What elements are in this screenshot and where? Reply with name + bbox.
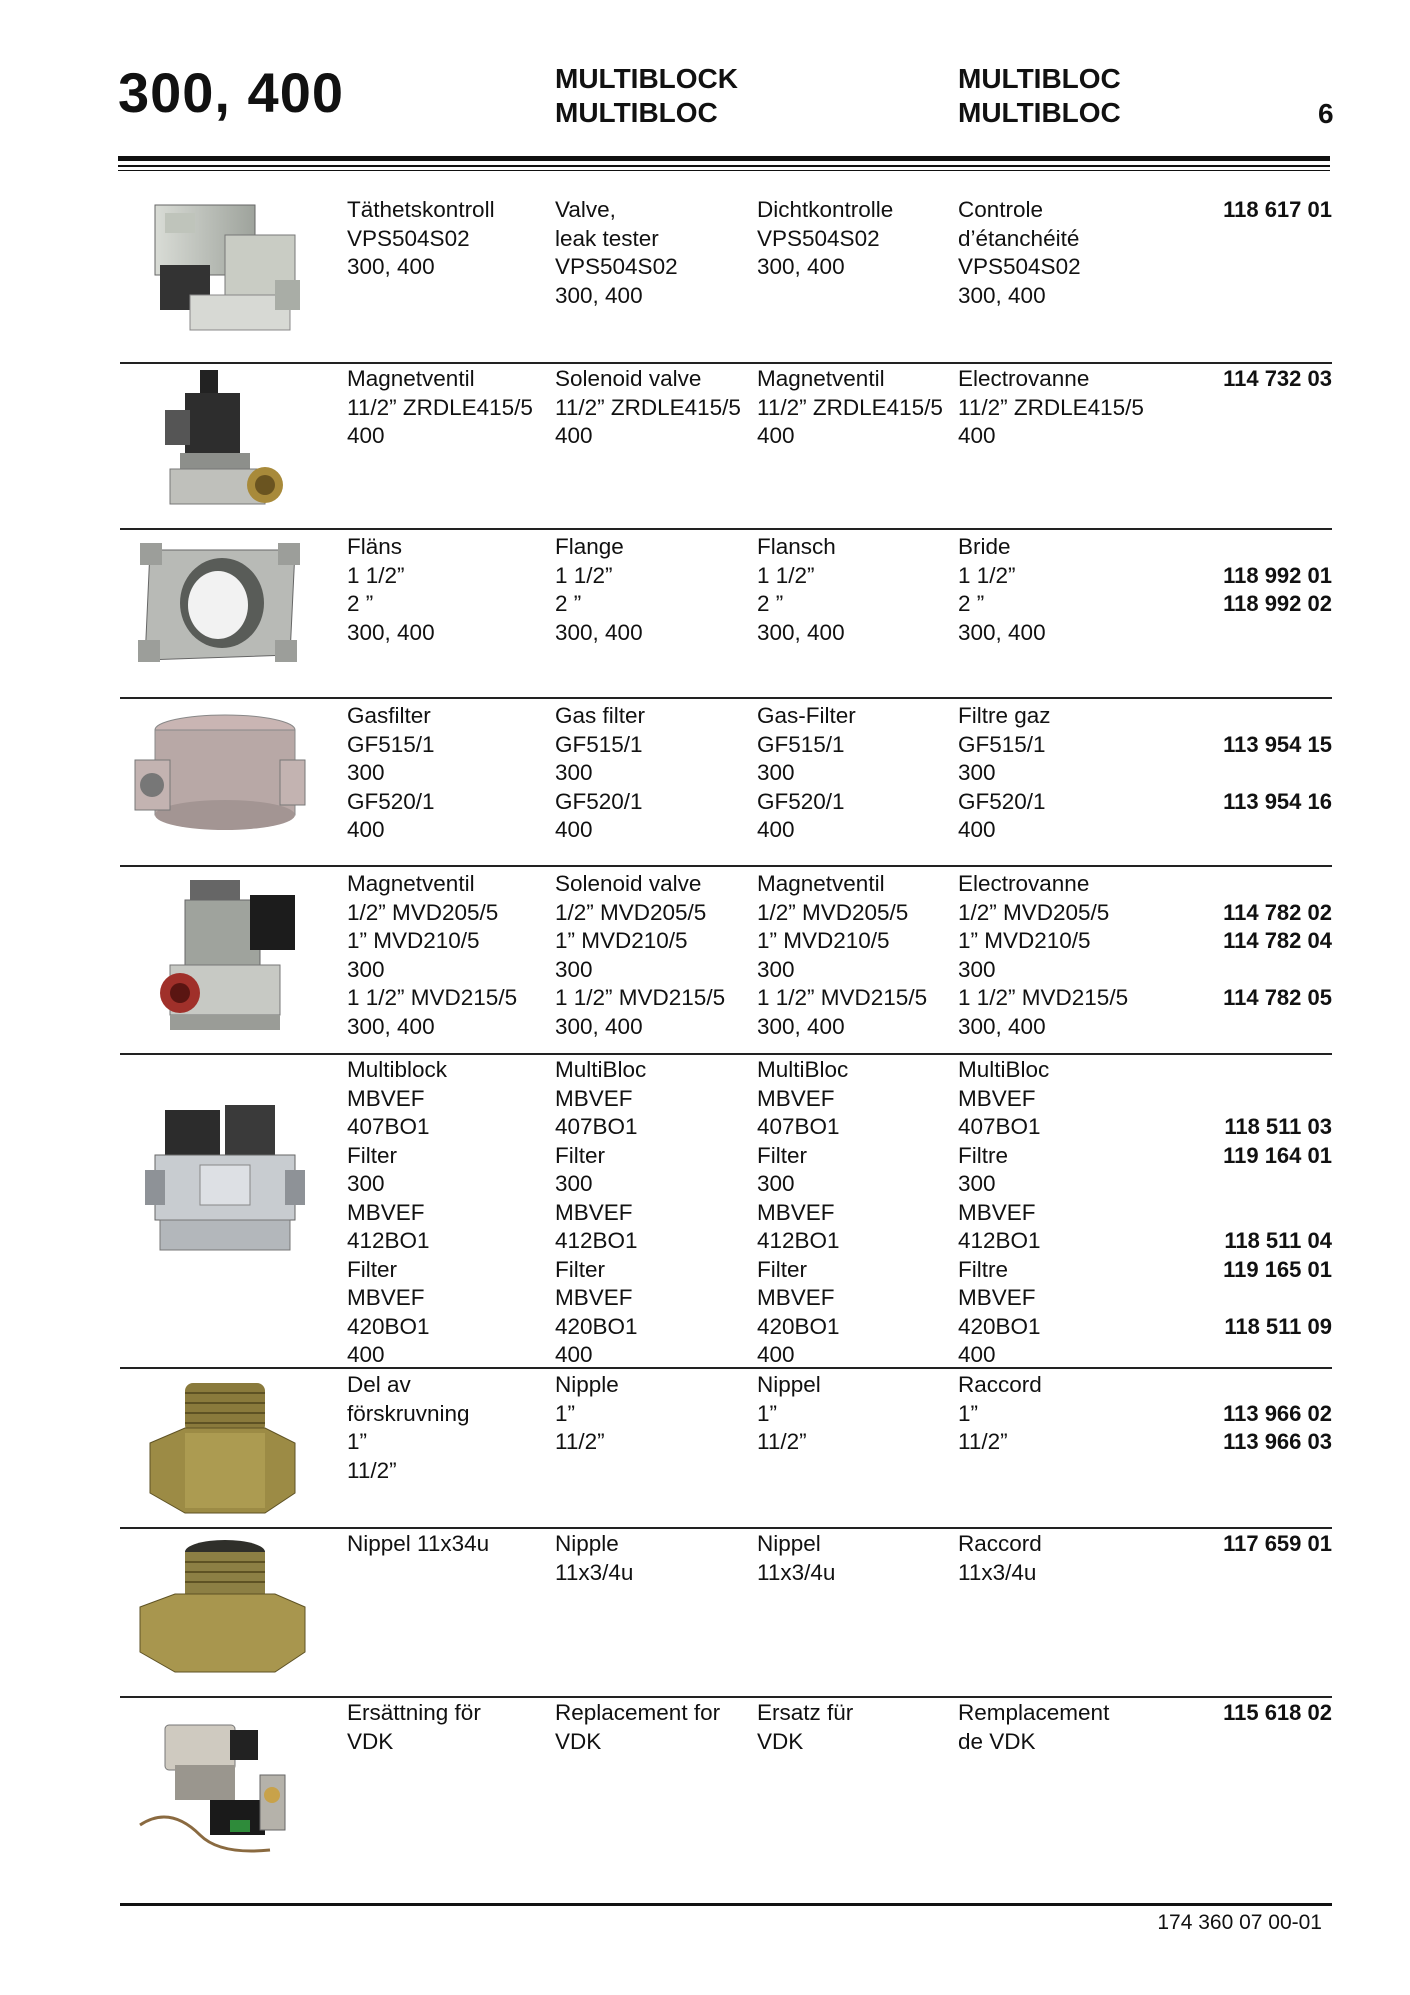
desc-line: 400 (555, 1342, 593, 1367)
article-number: 119 164 01 (1223, 1142, 1332, 1168)
desc-line: GF520/1 (757, 788, 845, 814)
desc-line: Ersatz für (757, 1700, 854, 1725)
desc-line: 400 (757, 423, 795, 448)
desc-line: MBVEF (757, 1285, 835, 1310)
desc-line: Replacement for (555, 1700, 721, 1725)
row-divider (120, 1367, 1332, 1369)
desc-line: MBVEF (958, 1199, 1036, 1225)
desc-fr (958, 870, 1128, 1041)
desc-line: 2 ” (757, 591, 784, 616)
desc-line: 1/2” MVD205/5 (555, 899, 707, 925)
desc-line: Nippel (757, 1531, 821, 1556)
desc-line: 420BO1 (958, 1313, 1041, 1339)
desc-line: 400 (347, 423, 385, 448)
desc-line: VPS504S02 (958, 254, 1081, 279)
desc-fr (958, 1056, 1049, 1370)
header-rule-thick (118, 156, 1330, 161)
desc-line: 1” MVD210/5 (757, 928, 890, 953)
desc-line: 11/2” ZRDLE415/5 (555, 394, 741, 420)
row-divider (120, 697, 1332, 699)
desc-line: 2 ” (958, 591, 985, 616)
desc-line: 300 (347, 1171, 385, 1196)
desc-en (555, 1530, 633, 1587)
desc-line: 300 (555, 760, 593, 785)
desc-line: 400 (347, 1342, 385, 1367)
desc-line: Solenoid valve (555, 871, 702, 896)
title-sv: MULTIBLOCK (555, 63, 738, 94)
desc-line: 420BO1 (347, 1313, 430, 1339)
desc-line: Solenoid valve (555, 366, 702, 391)
desc-line: 400 (757, 817, 795, 842)
article-number: 113 966 03 (1223, 1429, 1332, 1454)
desc-line: 400 (757, 1342, 795, 1367)
desc-line: 11/2” ZRDLE415/5 (958, 394, 1144, 420)
desc-en (555, 1699, 720, 1756)
desc-fr (958, 702, 1051, 845)
desc-line: 300 (347, 760, 385, 785)
desc-line: 1” (757, 1400, 778, 1426)
desc-line: 1 1/2” (555, 562, 613, 588)
desc-line: 1” MVD210/5 (347, 928, 480, 953)
desc-de (757, 1056, 848, 1370)
desc-de (757, 196, 893, 282)
desc-line: Filter (347, 1142, 397, 1168)
desc-en (555, 196, 678, 310)
desc-line: MBVEF (347, 1085, 425, 1111)
desc-line: MBVEF (757, 1085, 835, 1111)
article-number: 114 782 04 (1223, 928, 1332, 953)
desc-line: Magnetventil (347, 366, 475, 391)
desc-line: Flansch (757, 534, 836, 559)
article-number: 113 966 02 (1223, 1400, 1332, 1426)
desc-en (555, 365, 741, 451)
article-number: 118 992 01 (1223, 562, 1332, 588)
row-divider (120, 528, 1332, 530)
desc-line: 412BO1 (555, 1228, 638, 1253)
desc-line: Filter (347, 1256, 397, 1282)
desc-line: förskruvning (347, 1400, 470, 1426)
desc-line: 1/2” MVD205/5 (958, 899, 1110, 925)
desc-line: 11/2” (555, 1429, 605, 1454)
desc-line: Gasfilter (347, 703, 431, 728)
desc-line: MBVEF (958, 1085, 1036, 1111)
document-number: 174 360 07 00-01 (1157, 1911, 1322, 1934)
desc-line: 300, 400 (958, 282, 1046, 308)
desc-line: VDK (347, 1728, 394, 1754)
desc-line: Magnetventil (347, 871, 475, 896)
desc-line: Filtre (958, 1142, 1008, 1168)
desc-line: 420BO1 (757, 1313, 840, 1339)
desc-line: GF515/1 (757, 731, 845, 757)
desc-line: GF520/1 (347, 788, 435, 814)
nipple-photo (130, 1532, 310, 1692)
article-number: 118 511 03 (1224, 1114, 1332, 1139)
desc-en (555, 1056, 646, 1370)
desc-line: Multiblock (347, 1057, 448, 1082)
desc-line: MBVEF (555, 1085, 633, 1111)
desc-de (757, 702, 856, 845)
desc-line: Controle (958, 197, 1044, 222)
desc-line: 1/2” MVD205/5 (347, 899, 499, 925)
desc-line: 400 (347, 817, 385, 842)
desc-line: MultiBloc (555, 1057, 647, 1082)
desc-line: 1” (347, 1429, 368, 1454)
desc-line: 1” (555, 1400, 576, 1426)
desc-fr (958, 1699, 1109, 1756)
desc-sv (347, 533, 435, 647)
desc-line: 1 1/2” (958, 562, 1016, 588)
desc-line: Del av (347, 1372, 411, 1397)
desc-line: Gas-Filter (757, 703, 856, 728)
desc-line: 1 1/2” MVD215/5 (555, 985, 726, 1010)
desc-line: 300 (347, 956, 385, 982)
article-number: 117 659 01 (1223, 1531, 1332, 1556)
desc-line: MultiBloc (958, 1057, 1050, 1082)
desc-line: 11x3/4u (555, 1559, 634, 1585)
desc-line: 412BO1 (958, 1228, 1041, 1253)
desc-line: 400 (958, 1342, 996, 1367)
desc-line: Valve, (555, 197, 616, 222)
desc-sv (347, 1699, 481, 1756)
desc-line: Nipple (555, 1372, 619, 1397)
desc-line: 300, 400 (555, 1013, 643, 1039)
screw-joint-photo (130, 1373, 310, 1523)
desc-line: 11/2” ZRDLE415/5 (347, 394, 533, 420)
desc-line: Magnetventil (757, 871, 885, 896)
desc-line: GF515/1 (555, 731, 643, 757)
desc-sv (347, 1056, 447, 1370)
desc-en (555, 533, 643, 647)
desc-line: 412BO1 (347, 1228, 430, 1253)
desc-line: 1” (958, 1400, 979, 1426)
desc-fr (958, 533, 1046, 647)
desc-line: 407BO1 (958, 1114, 1041, 1139)
desc-line: 300, 400 (555, 282, 643, 308)
desc-line: Fläns (347, 534, 403, 559)
desc-line: Magnetventil (757, 366, 885, 391)
article-number: 118 511 04 (1224, 1228, 1332, 1253)
desc-line: 300, 400 (347, 1013, 435, 1039)
desc-line: 300, 400 (958, 1013, 1046, 1039)
desc-line: 11x3/4u (958, 1559, 1037, 1585)
desc-line: 1 1/2” MVD215/5 (757, 985, 928, 1010)
article-number: 118 992 02 (1223, 591, 1332, 616)
desc-line: Raccord (958, 1372, 1042, 1397)
desc-line: Filter (555, 1142, 605, 1168)
desc-line: 300 (958, 760, 996, 785)
desc-line: 400 (958, 817, 996, 842)
title-en: MULTIBLOC (555, 97, 718, 128)
desc-line: MBVEF (757, 1199, 835, 1225)
desc-line: 300, 400 (757, 619, 845, 645)
desc-line: Nipple (555, 1531, 619, 1556)
desc-line: Filtre gaz (958, 703, 1051, 728)
desc-line: Nippel 11x34u (347, 1531, 490, 1556)
desc-line: Filtre (958, 1256, 1008, 1282)
desc-line: 300, 400 (347, 254, 435, 279)
desc-line: 1” MVD210/5 (555, 928, 688, 953)
leak-tester-photo (130, 195, 310, 345)
footer-rule (120, 1903, 1332, 1906)
model-title: 300, 400 (118, 61, 344, 124)
desc-line: 407BO1 (555, 1114, 638, 1139)
article-number: 114 782 02 (1223, 899, 1332, 925)
desc-line: MBVEF (347, 1285, 425, 1310)
desc-line: d’étanchéité (958, 225, 1080, 251)
desc-de (757, 870, 927, 1041)
desc-line: 2 ” (347, 591, 374, 616)
row-divider (120, 1696, 1332, 1698)
desc-en (555, 1371, 619, 1457)
desc-line: 400 (555, 423, 593, 448)
desc-line: GF515/1 (347, 731, 435, 757)
desc-line: 300 (555, 1171, 593, 1196)
desc-line: 300, 400 (347, 619, 435, 645)
desc-line: 420BO1 (555, 1313, 638, 1339)
desc-line: 1 1/2” MVD215/5 (347, 985, 518, 1010)
desc-fr (958, 1530, 1042, 1587)
desc-line: VPS504S02 (347, 225, 470, 251)
desc-line: 2 ” (555, 591, 582, 616)
article-number: 115 618 02 (1223, 1700, 1332, 1725)
desc-fr (958, 196, 1081, 310)
desc-line: MBVEF (347, 1199, 425, 1225)
desc-line: Filter (757, 1256, 807, 1282)
desc-line: 300, 400 (757, 1013, 845, 1039)
desc-line: MBVEF (958, 1285, 1036, 1310)
desc-line: 412BO1 (757, 1228, 840, 1253)
desc-de (757, 1530, 835, 1587)
desc-line: Filter (757, 1142, 807, 1168)
desc-line: VPS504S02 (555, 254, 678, 279)
desc-sv (347, 1371, 470, 1485)
desc-line: 1 1/2” (757, 562, 815, 588)
desc-line: Electrovanne (958, 366, 1090, 391)
desc-line: GF520/1 (555, 788, 643, 814)
desc-line: leak tester (555, 225, 659, 251)
desc-sv (347, 702, 435, 845)
header-rule-thin-2 (118, 170, 1330, 171)
desc-line: 300 (958, 1171, 996, 1196)
desc-line: Nippel (757, 1372, 821, 1397)
desc-line: de VDK (958, 1728, 1036, 1754)
article-number: 118 617 01 (1223, 197, 1332, 222)
header-rule-thin-1 (118, 165, 1330, 167)
desc-en (555, 870, 725, 1041)
desc-sv (347, 870, 517, 1041)
desc-line: Remplacement (958, 1700, 1110, 1725)
desc-line: 11/2” ZRDLE415/5 (757, 394, 943, 420)
desc-line: VPS504S02 (757, 225, 880, 251)
desc-line: 1 1/2” MVD215/5 (958, 985, 1129, 1010)
title-de: MULTIBLOC (958, 63, 1121, 94)
desc-line: 400 (555, 817, 593, 842)
desc-en (555, 702, 645, 845)
row-divider (120, 865, 1332, 867)
desc-sv (347, 196, 495, 282)
solenoid-valve-mvd-photo (130, 875, 310, 1040)
desc-sv (347, 365, 533, 451)
desc-line: MBVEF (555, 1285, 633, 1310)
desc-de (757, 1699, 853, 1756)
desc-line: Ersättning för (347, 1700, 481, 1725)
desc-line: Täthetskontroll (347, 197, 495, 222)
desc-line: 407BO1 (757, 1114, 840, 1139)
desc-de (757, 365, 943, 451)
desc-line: 300, 400 (555, 619, 643, 645)
desc-line: 11/2” (958, 1429, 1008, 1454)
desc-line: 400 (958, 423, 996, 448)
desc-line: 1/2” MVD205/5 (757, 899, 909, 925)
row-divider (120, 1527, 1332, 1529)
desc-line: 300 (555, 956, 593, 982)
multiblock-photo (130, 1085, 310, 1260)
page-number: 6 (1318, 98, 1334, 129)
desc-line: VDK (555, 1728, 602, 1754)
desc-line: Flange (555, 534, 624, 559)
row-divider (120, 362, 1332, 364)
desc-line: Gas filter (555, 703, 646, 728)
desc-fr (958, 365, 1144, 451)
desc-line: 1 1/2” (347, 562, 405, 588)
row-divider (120, 1053, 1332, 1055)
desc-line: GF520/1 (958, 788, 1046, 814)
desc-line: Dichtkontrolle (757, 197, 894, 222)
desc-line: GF515/1 (958, 731, 1046, 757)
gas-filter-photo (130, 705, 310, 855)
article-number: 118 511 09 (1224, 1313, 1332, 1339)
desc-line: 11x3/4u (757, 1559, 836, 1585)
vdk-replacement-kit-photo (130, 1705, 310, 1865)
desc-line: 11/2” (347, 1457, 397, 1483)
article-number: 114 732 03 (1223, 366, 1332, 391)
desc-line: Filter (555, 1256, 605, 1282)
desc-fr (958, 1371, 1042, 1457)
desc-de (757, 1371, 821, 1457)
flange-photo (130, 535, 310, 670)
article-number: 114 782 05 (1223, 985, 1332, 1010)
desc-line: 300 (757, 1171, 795, 1196)
desc-sv (347, 1530, 489, 1559)
desc-line: 11/2” (757, 1429, 807, 1454)
desc-line: 300 (757, 760, 795, 785)
desc-line: 300, 400 (757, 254, 845, 279)
solenoid-valve-zrdle-photo (130, 365, 310, 515)
desc-line: 407BO1 (347, 1114, 430, 1139)
title-fr: MULTIBLOC (958, 97, 1121, 128)
desc-line: Raccord (958, 1531, 1042, 1556)
desc-line: 1” MVD210/5 (958, 928, 1091, 953)
desc-line: 300, 400 (958, 619, 1046, 645)
article-number: 119 165 01 (1223, 1256, 1332, 1282)
desc-line: MBVEF (555, 1199, 633, 1225)
desc-line: Electrovanne (958, 871, 1090, 896)
desc-line: Bride (958, 534, 1011, 559)
desc-line: 300 (757, 956, 795, 982)
desc-line: 300 (958, 956, 996, 982)
desc-line: MultiBloc (757, 1057, 849, 1082)
desc-de (757, 533, 845, 647)
article-number: 113 954 15 (1223, 731, 1332, 757)
article-number: 113 954 16 (1223, 788, 1332, 814)
desc-line: VDK (757, 1728, 804, 1754)
